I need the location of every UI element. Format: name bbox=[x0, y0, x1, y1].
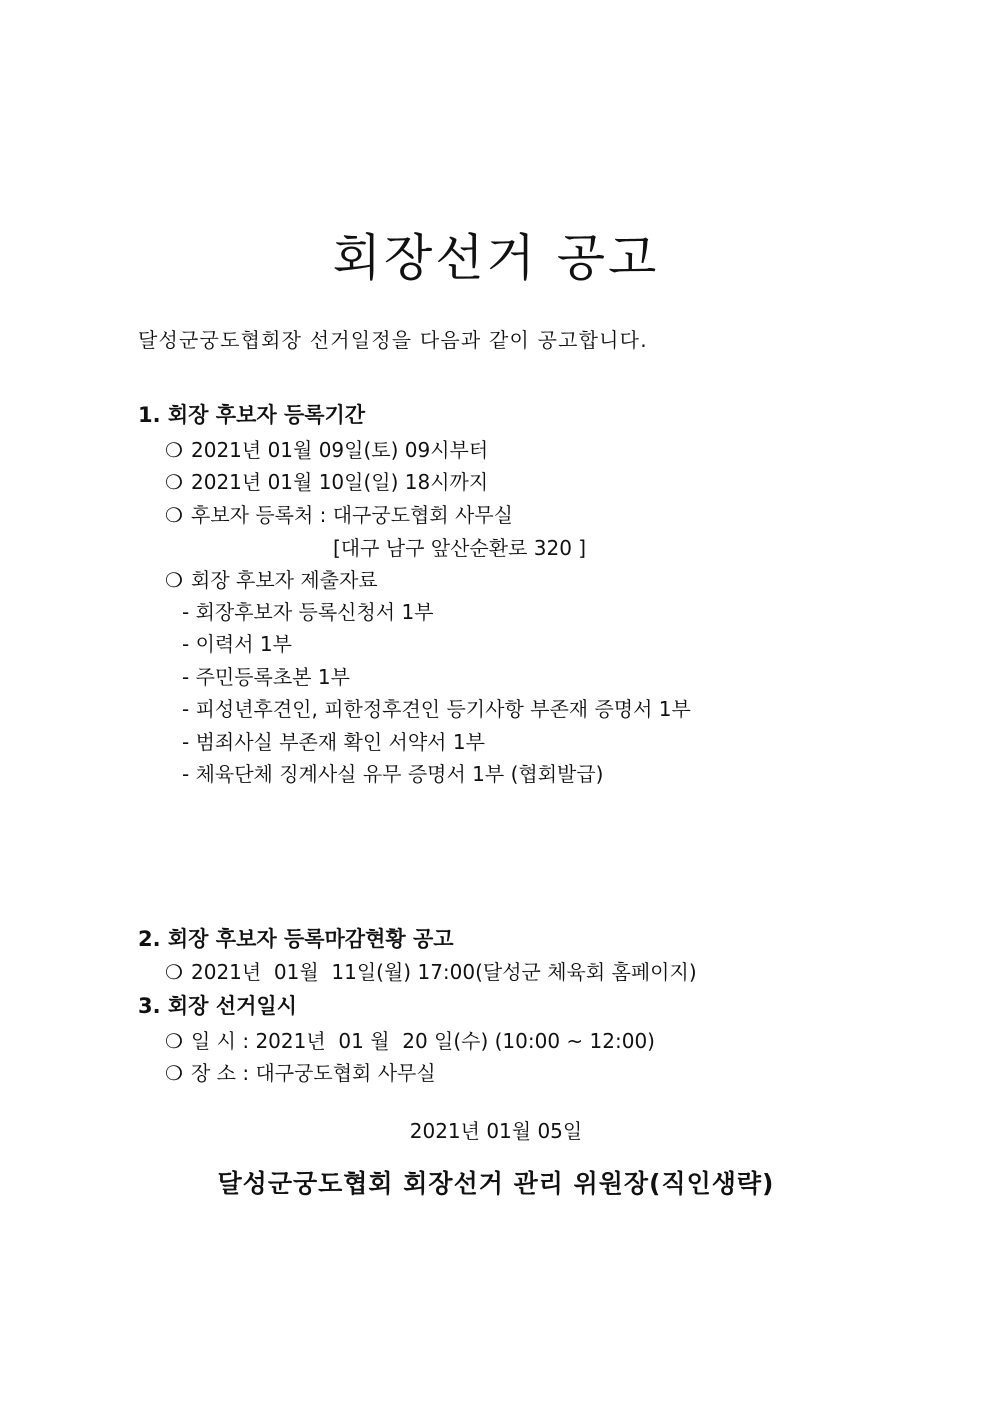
signature-line: 달성군궁도협회 회장선거 관리 위원장(직인생략) bbox=[217, 1169, 775, 1198]
list-item bbox=[165, 1028, 655, 1054]
doc-item: - 범죄사실 부존재 확인 서약서 1부 bbox=[182, 730, 485, 754]
list-item bbox=[165, 567, 378, 593]
registration-address: [대구 남구 앞산순환로 320 ] bbox=[333, 536, 587, 560]
announcement-date: 2021년 01월 11일(월) 17:00(달성군 체육회 홈페이지) bbox=[191, 960, 697, 984]
circle-bullet-icon: ❍ bbox=[165, 503, 183, 527]
circle-bullet-icon: ❍ bbox=[165, 568, 183, 592]
registration-end: 2021년 01월 10일(일) 18시까지 bbox=[191, 470, 489, 494]
doc-item: - 이력서 1부 bbox=[182, 632, 292, 656]
page-title: 회장선거 공고 bbox=[332, 229, 660, 287]
list-item bbox=[165, 959, 697, 985]
section2-heading: 2. 회장 후보자 등록마감현황 공고 bbox=[138, 927, 454, 951]
doc-item: - 회장후보자 등록신청서 1부 bbox=[182, 600, 434, 624]
circle-bullet-icon: ❍ bbox=[165, 1061, 183, 1085]
circle-bullet-icon: ❍ bbox=[165, 438, 183, 462]
election-datetime: 일 시 : 2021년 01 월 20 일(수) (10:00 ~ 12:00) bbox=[191, 1029, 655, 1053]
list-item bbox=[165, 1060, 436, 1086]
registration-start: 2021년 01월 09일(토) 09시부터 bbox=[191, 438, 489, 462]
circle-bullet-icon: ❍ bbox=[165, 960, 183, 984]
intro-text: 달성군궁도협회장 선거일정을 다음과 같이 공고합니다. bbox=[138, 328, 648, 352]
section3-heading: 3. 회장 선거일시 bbox=[138, 994, 297, 1018]
docs-heading: 회장 후보자 제출자료 bbox=[191, 568, 378, 592]
circle-bullet-icon: ❍ bbox=[165, 470, 183, 494]
doc-item: - 주민등록초본 1부 bbox=[182, 665, 350, 689]
circle-bullet-icon: ❍ bbox=[165, 1029, 183, 1053]
doc-item: - 피성년후견인, 피한정후견인 등기사항 부존재 증명서 1부 bbox=[182, 697, 691, 721]
notice-date: 2021년 01월 05일 bbox=[409, 1119, 583, 1143]
section1-heading: 1. 회장 후보자 등록기간 bbox=[138, 403, 366, 427]
list-item bbox=[165, 437, 488, 463]
list-item bbox=[165, 469, 488, 495]
election-place: 장 소 : 대구궁도협회 사무실 bbox=[191, 1061, 436, 1085]
registration-place: 후보자 등록처 : 대구궁도협회 사무실 bbox=[191, 503, 513, 527]
list-item bbox=[165, 502, 513, 528]
doc-item: - 체육단체 징계사실 유무 증명서 1부 (협회발급) bbox=[182, 762, 604, 786]
